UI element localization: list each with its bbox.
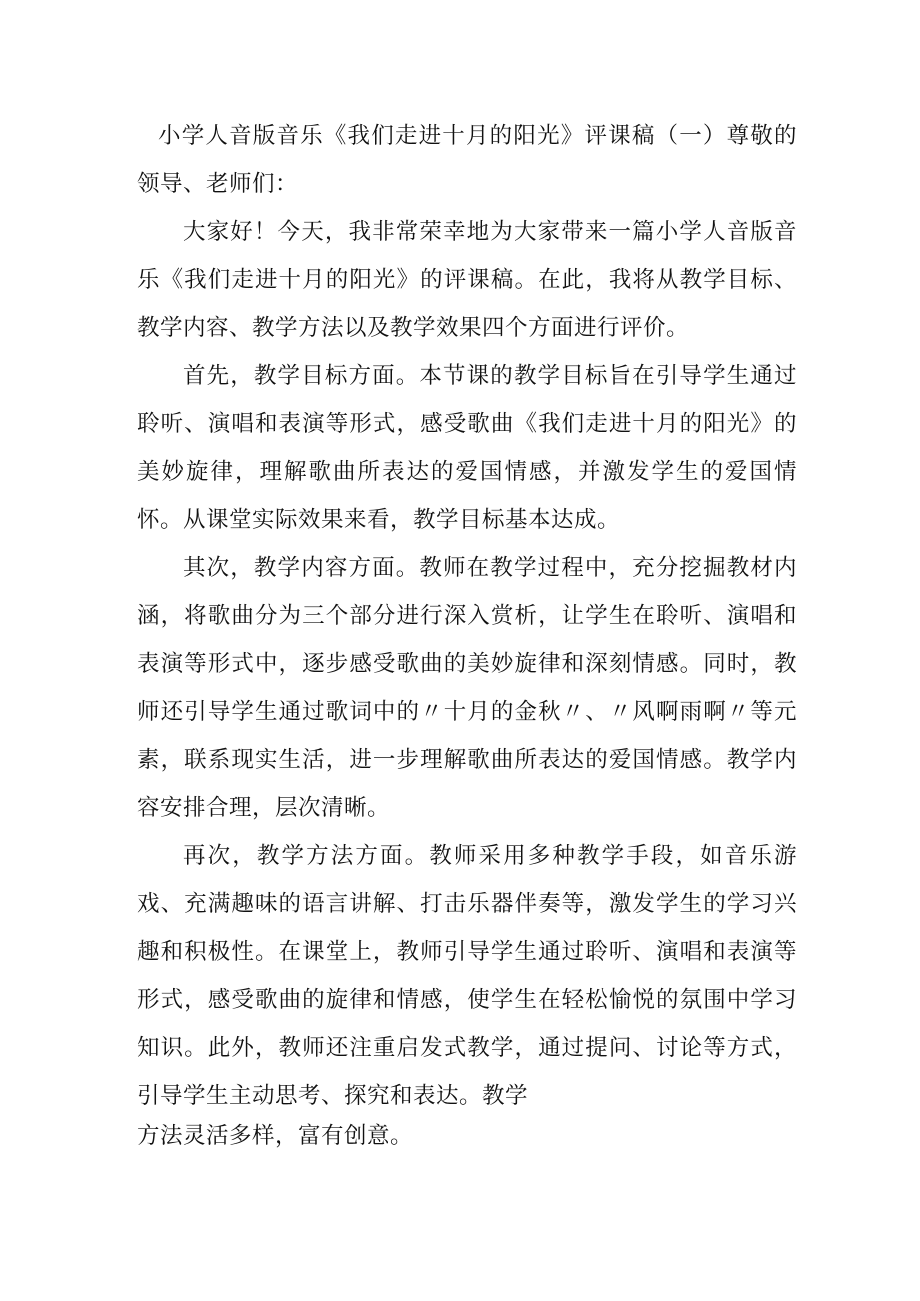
paragraph-tail-line: 方法灵活多样，富有创意。 <box>137 1123 414 1149</box>
paragraph-teaching-content: 其次，教学内容方面。教师在教学过程中，充分挖掘教材内涵，将歌曲分为三个部分进行深入赏析，让学生在聆听、演唱和表演等形式中，逐步感受歌曲的美妙旋律和深刻情感。同时，教师还引导学生通过歌词中的〃十月的金秋〃、〃风啊雨啊〃等元素，联系现实生活，进一步理解歌曲所表达的爱国情感。教学内容安排合理，层次清晰。 <box>137 555 797 821</box>
document-title-line: 小学人音版音乐《我们走进十月的阳光》评课稿（一）尊敬的领导、老师们： <box>137 123 797 197</box>
paragraph-greeting: 大家好！今天，我非常荣幸地为大家带来一篇小学人音版音乐《我们走进十月的阳光》的评课稿。在此，我将从教学目标、教学内容、教学方法以及教学效果四个方面进行评价。 <box>137 219 797 341</box>
paragraph-teaching-methods <box>137 832 797 1120</box>
document-body <box>137 112 797 1152</box>
paragraph-teaching-methods-text: 再次，教学方法方面。教师采用多种教学手段，如音乐游戏、充满趣味的语言讲解、打击乐器伴奏等，激发学生的学习兴趣和积极性。在课堂上，教师引导学生通过聆听、演唱和表演等形式，感受歌曲的旋律和情感，使学生在轻松愉悦的氛围中学习知识。此外，教师还注重启发式教学，通过提问、讨论等方式，引导学生主动思考、探究和表达。教学 <box>137 843 797 1109</box>
paragraph-teaching-goals: 首先，教学目标方面。本节课的教学目标旨在引导学生通过聆听、演唱和表演等形式，感受歌曲《我们走进十月的阳光》的美妙旋律，理解歌曲所表达的爱国情感，并激发学生的爱国情怀。从课堂实际效果来看，教学目标基本达成。 <box>137 363 797 533</box>
